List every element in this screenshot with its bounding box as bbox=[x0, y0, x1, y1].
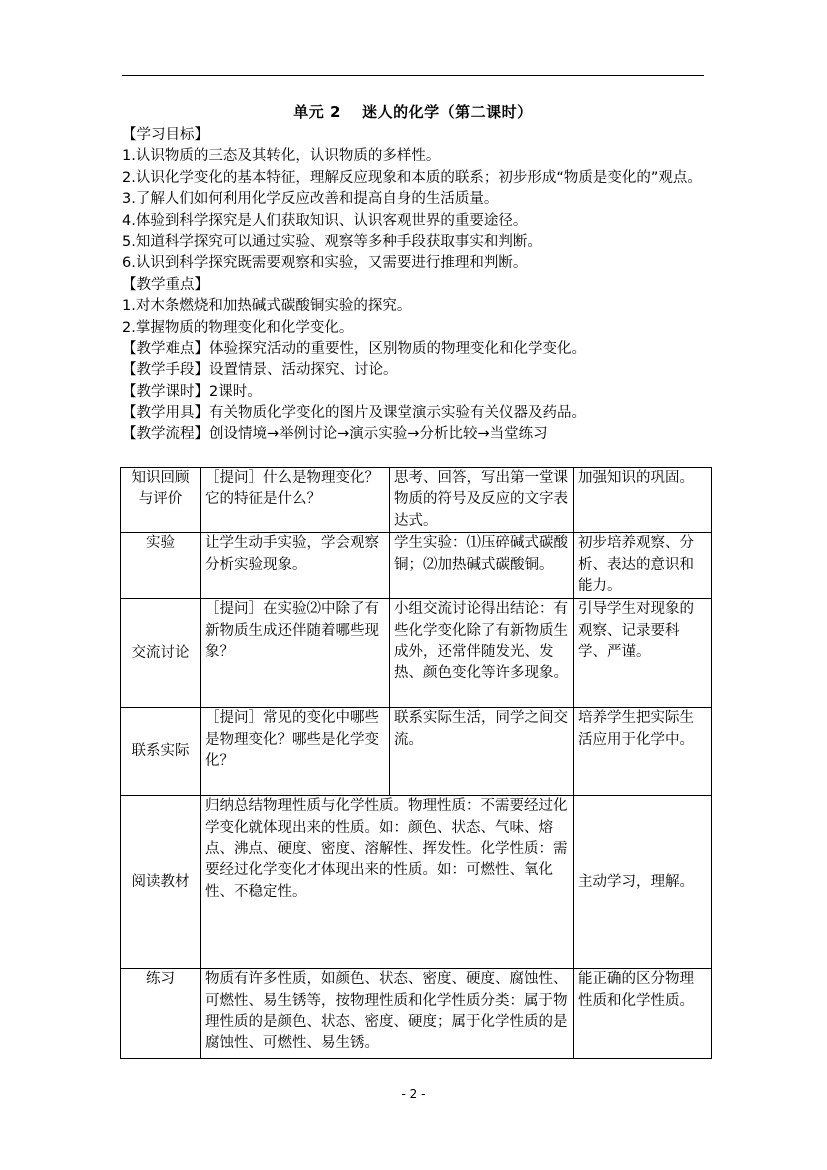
table-row bbox=[121, 708, 712, 796]
design-intent-cell: 主动学习，理解。 bbox=[574, 796, 712, 969]
difficulty-line: 【教学难点】体验探究活动的重要性，区别物质的物理变化和化学变化。 bbox=[122, 340, 586, 357]
teacher-activity-cell: 让学生动手实验，学会观察分析实验现象。 bbox=[201, 533, 390, 599]
table-row bbox=[121, 969, 712, 1059]
objective-item: 5.知道科学探究可以通过实验、观察等多种手段获取事实和判断。 bbox=[122, 233, 542, 250]
design-intent-cell: 能正确的区分物理性质和化学性质。 bbox=[574, 969, 712, 1059]
methods-line: 【教学手段】设置情景、活动探究、讨论。 bbox=[122, 362, 398, 379]
section-heading-key-points: 【教学重点】 bbox=[122, 276, 209, 293]
teacher-activity-cell: ［提问］什么是物理变化？它的特征是什么？ bbox=[201, 468, 390, 533]
materials-line: 【教学用具】有关物质化学变化的图片及课堂演示实验有关仪器及药品。 bbox=[122, 405, 586, 422]
lesson-intro bbox=[122, 125, 722, 446]
teacher-activity-cell: ［提问］常见的变化中哪些是物理变化？哪些是化学变化？ bbox=[201, 708, 390, 796]
stage-cell: 联系实际 bbox=[121, 708, 201, 796]
objective-item: 6.认识到科学探究既需要观察和实验，又需要进行推理和判断。 bbox=[122, 255, 528, 272]
table-row bbox=[121, 468, 712, 533]
stage-cell: 交流讨论 bbox=[121, 599, 201, 708]
table-row bbox=[121, 533, 712, 599]
student-activity-cell: 学生实验：⑴压碎碱式碳酸铜；⑵加热碱式碳酸铜。 bbox=[390, 533, 574, 599]
objective-item: 4.体验到科学探究是人们获取知识、认识客观世界的重要途径。 bbox=[122, 212, 528, 229]
page-number: - 2 - bbox=[401, 1087, 426, 1101]
section-heading-objectives: 【学习目标】 bbox=[122, 127, 209, 143]
objective-item: 1.认识物质的三态及其转化，认识物质的多样性。 bbox=[122, 148, 441, 165]
teacher-activity-cell: ［提问］在实验⑵中除了有新物质生成还伴随着哪些现象？ bbox=[201, 599, 390, 708]
periods-line: 【教学课时】2课时。 bbox=[122, 383, 262, 400]
objective-item: 2.认识化学变化的基本特征，理解反应现象和本质的联系；初步形成“物质是变化的”观点。 bbox=[122, 169, 702, 186]
key-point-item: 2.掌握物质的物理变化和化学变化。 bbox=[122, 319, 354, 336]
key-point-item: 1.对木条燃烧和加热碱式碳酸铜实验的探究。 bbox=[122, 298, 412, 315]
teaching-flow-table bbox=[120, 467, 712, 1059]
student-activity-cell: 思考、回答，写出第一堂课物质的符号及反应的文字表达式。 bbox=[390, 468, 574, 533]
objective-item: 3.了解人们如何利用化学反应改善和提高自身的生活质量。 bbox=[122, 191, 499, 208]
student-activity-cell: 小组交流讨论得出结论：有些化学变化除了有新物质生成外，还常伴随发光、发热、颜色变化等许多现象。 bbox=[390, 599, 574, 708]
table-row bbox=[121, 599, 712, 708]
stage-cell: 阅读教材 bbox=[121, 796, 201, 969]
design-intent-cell: 初步培养观察、分析、表达的意识和能力。 bbox=[574, 533, 712, 599]
stage-cell: 知识回顾与评价 bbox=[121, 468, 201, 533]
student-activity-cell: 联系实际生活，同学之间交流。 bbox=[390, 708, 574, 796]
stage-cell: 练习 bbox=[121, 969, 201, 1059]
table-row bbox=[121, 796, 712, 969]
header-rule bbox=[122, 75, 704, 76]
merged-activity-cell: 物质有许多性质，如颜色、状态、密度、硬度、腐蚀性、可燃性、易生锈等，按物理性质和化学性质分类：属于物理性质的是颜色、状态、密度、硬度；属于化学性质的是腐蚀性、可燃性、易生锈。 bbox=[201, 969, 574, 1059]
design-intent-cell: 加强知识的巩固。 bbox=[574, 468, 712, 533]
design-intent-cell: 培养学生把实际生活应用于化学中。 bbox=[574, 708, 712, 796]
merged-activity-cell: 归纳总结物理性质与化学性质。物理性质：不需要经过化学变化就体现出来的性质。如：颜色、状态、气味、熔点、沸点、硬度、密度、溶解性、挥发性。化学性质：需要经过化学变化才体现出来的性质。如：可燃性、氧化性、不稳定性。 bbox=[201, 796, 574, 969]
flow-line: 【教学流程】创设情境→举例讨论→演示实验→分析比较→当堂练习 bbox=[122, 426, 548, 443]
page-title: 单元 2 迷人的化学（第二课时） bbox=[293, 103, 533, 121]
design-intent-cell: 引导学生对现象的观察、记录要科学、严谨。 bbox=[574, 599, 712, 708]
stage-cell: 实验 bbox=[121, 533, 201, 599]
